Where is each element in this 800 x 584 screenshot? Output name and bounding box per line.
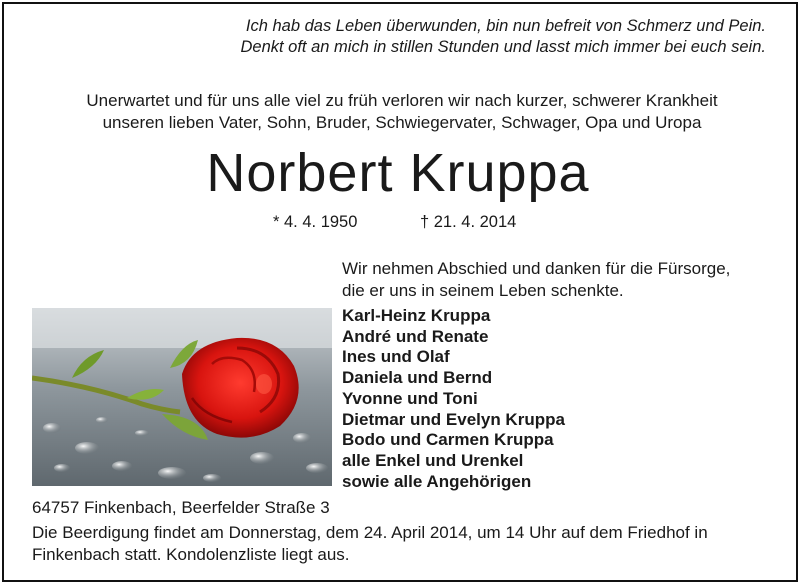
address: 64757 Finkenbach, Beerfelder Straße 3 [32, 498, 330, 517]
mourner-name: Ines und Olaf [342, 347, 450, 367]
funeral-line: Finkenbach statt. Kondolenzliste liegt aus. [32, 545, 350, 564]
poem-line: Ich hab das Leben überwunden, bin nun befreit von Schmerz und Pein. [245, 17, 766, 35]
intro-text [32, 90, 772, 134]
thanks-line: die er uns in seinem Leben schenkte. [342, 281, 624, 300]
mourners-list [342, 306, 565, 492]
mourner-name: Karl-Heinz Kruppa [342, 306, 491, 325]
funeral-info [32, 522, 772, 566]
mourner-name: Daniela und Bernd [342, 368, 493, 388]
deceased-name: Norbert Kruppa [206, 143, 590, 203]
death-date: † 21. 4. 2014 [420, 213, 517, 231]
poem [240, 16, 766, 58]
mourner-name: Bodo und Carmen Kruppa [342, 430, 554, 450]
mourner-name: Yvonne und Toni [342, 388, 478, 408]
mourner-name: Dietmar und Evelyn Kruppa [342, 409, 565, 429]
rose-image [32, 308, 332, 486]
thanks-text [342, 258, 730, 302]
mourner-name: sowie alle Angehörigen [342, 471, 532, 491]
poem-line: Denkt oft an mich in stillen Stunden und lasst mich immer bei euch sein. [240, 38, 766, 56]
funeral-line: Die Beerdigung findet am Donnerstag, dem 24. April 2014, um 14 Uhr auf dem Friedhof in [32, 523, 708, 542]
mourner-name: alle Enkel und Urenkel [342, 450, 524, 470]
rose-photo [32, 308, 332, 486]
thanks-line: Wir nehmen Abschied und danken für die Fürsorge, [342, 259, 731, 278]
birth-date: * 4. 4. 1950 [273, 213, 358, 231]
intro-line: unseren lieben Vater, Sohn, Bruder, Schwiegervater, Schwager, Opa und Uropa [102, 113, 702, 132]
intro-line: Unerwartet und für uns alle viel zu früh verloren wir nach kurzer, schwerer Krankheit [86, 91, 718, 110]
mourner-name: André und Renate [342, 326, 489, 346]
